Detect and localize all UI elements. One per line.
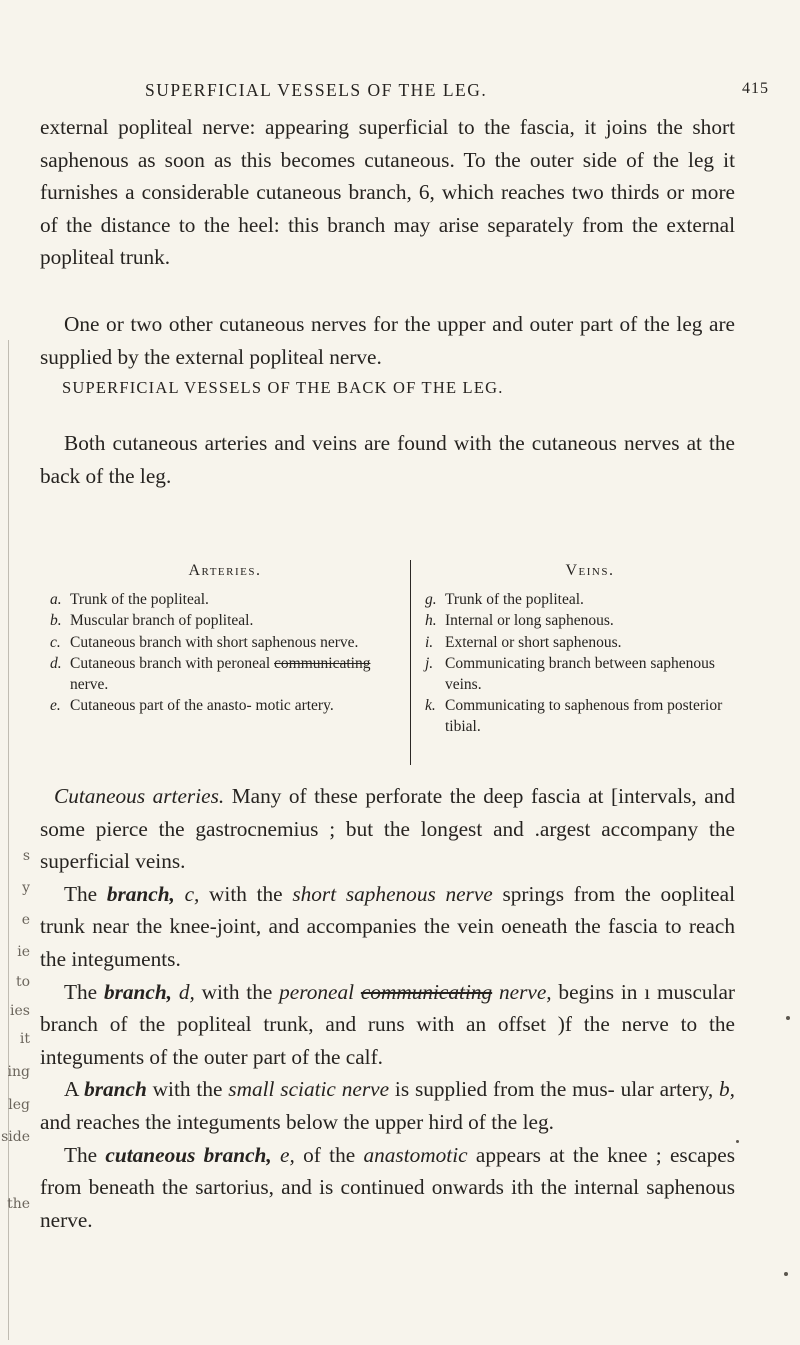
gutter-fragment: the (7, 1196, 30, 1212)
text-run: springs from the oopliteal trunk near the knee-joint, and accompanies the vein oeneath the fascia to reach the integuments. (40, 881, 736, 971)
figure-legend (40, 560, 750, 768)
running-header (0, 80, 800, 110)
gutter-fragment: it (19, 1031, 30, 1047)
legend-key: a. (50, 591, 62, 609)
legend-key: b. (50, 612, 62, 630)
term-letter: e, (271, 1142, 295, 1167)
gutter-fragment: side (1, 1129, 30, 1145)
term-branch: branch, (103, 979, 172, 1004)
term-nerve: short saphenous nerve (292, 881, 493, 906)
legend-text: Muscular branch of popliteal. (70, 612, 254, 630)
gutter-fragment: ies (10, 1003, 30, 1019)
legend-text: Cutaneous branch with short saphenous nerve. (70, 633, 359, 651)
legend-item (50, 653, 390, 695)
legend-key: h. (425, 612, 437, 630)
legend-key: c. (50, 633, 61, 651)
print-speck (786, 1016, 790, 1020)
text-run: with the (146, 1077, 229, 1102)
gutter-fragment: to (15, 974, 30, 990)
text-run: with the (199, 881, 293, 906)
legend-text: Cutaneous part of the anasto- motic artery. (70, 697, 334, 715)
legend-text: Trunk of the popliteal. (70, 591, 209, 609)
text-run: The (64, 979, 104, 1004)
legend-arteries (50, 560, 390, 716)
legend-veins (410, 560, 755, 765)
legend-key: i. (425, 633, 434, 651)
paragraph-text: external popliteal nerve: appearing superficial to the fascia, it joins the short saphenous as soon as this becomes cutaneous. To the outer side of the leg it furnishes a considerable cutaneous branch, 6, which reaches two thirds or more of the distance to the heel: this branch may arise separately from the external popliteal trunk. (40, 115, 735, 270)
term-nerve: nerve, (492, 979, 552, 1004)
legend-text: Communicating branch between saphenous veins. (445, 654, 715, 694)
paragraph-text: Many of these perforate the deep fascia at [intervals, and some pierce the gastrocnemius ; but the longest and .argest accompany the superficial veins. (40, 784, 735, 874)
term-nerve-struck: communicating (360, 979, 493, 1004)
paragraph-branch-small-sciatic (40, 1073, 735, 1138)
legend-key: e. (50, 697, 61, 715)
paragraph-cutaneous-arteries (40, 780, 735, 878)
paragraph-intro (40, 427, 735, 492)
gutter-fragment: y (22, 880, 30, 896)
legend-key: k. (425, 697, 436, 715)
gutter-fragment: ie (17, 944, 30, 960)
running-title: SUPERFICIAL VESSELS OF THE LEG. (145, 80, 488, 100)
text-run: with the (194, 979, 280, 1004)
term-nerve: small sciatic nerve (228, 1077, 390, 1102)
legend-item (425, 589, 755, 610)
term-branch: branch (84, 1077, 147, 1102)
legend-heading-arteries: Arteries. (188, 562, 262, 579)
gutter-fragment: leg (8, 1097, 30, 1113)
gutter-fragment: e (21, 912, 30, 928)
legend-item (425, 695, 755, 737)
legend-item (50, 632, 390, 653)
legend-item (425, 610, 755, 631)
legend-key: j. (425, 654, 434, 672)
text-run: The (64, 1142, 106, 1167)
legend-key: d. (50, 654, 62, 672)
legend-item (425, 653, 755, 695)
text-run: and reaches the integuments below the upper hird of the leg. (40, 1109, 554, 1134)
term-letter: b, (713, 1077, 736, 1102)
print-speck (736, 1140, 739, 1143)
paragraph-other-cutaneous (40, 308, 735, 373)
run-in-heading: Cutaneous arteries. (54, 784, 225, 808)
term-branch: branch, (106, 881, 175, 906)
legend-item (50, 610, 390, 631)
paragraph-branch-e (40, 1139, 735, 1237)
legend-text: External or short saphenous. (445, 633, 622, 651)
legend-text: nerve. (70, 676, 109, 694)
paragraph-text: Both cutaneous arteries and veins are found with the cutaneous nerves at the back of the leg. (40, 431, 735, 488)
legend-text: Cutaneous branch with peroneal (70, 654, 275, 672)
text-run: The (64, 881, 107, 906)
legend-key: g. (425, 591, 437, 609)
term-anastomotic: anastomotic (363, 1142, 468, 1167)
paragraph-branch-c (40, 878, 735, 976)
term-letter: d, (172, 979, 195, 1004)
gutter-fragment: s (22, 848, 30, 864)
text-run: A (64, 1077, 85, 1102)
text-run: is supplied from the mus- ular artery, (389, 1077, 714, 1102)
page-gutter-edge (8, 340, 9, 1340)
section-heading: SUPERFICIAL VESSELS OF THE BACK OF THE LEG. (62, 378, 504, 397)
paragraph-external-popliteal (40, 111, 735, 274)
paragraph-text: One or two other cutaneous nerves for the upper and outer part of the leg are supplied by the external popliteal nerve. (40, 312, 735, 369)
page-number: 415 (742, 80, 769, 97)
gutter-fragment: ing (7, 1064, 30, 1080)
legend-text: Communicating to saphenous from posterior tibial. (445, 697, 723, 736)
term-nerve: peroneal (279, 979, 361, 1004)
legend-heading-veins: Veins. (565, 562, 615, 579)
legend-item (50, 695, 390, 716)
legend-text: Internal or long saphenous. (445, 612, 614, 630)
legend-item (50, 589, 390, 610)
paragraph-branch-d (40, 976, 735, 1074)
term-letter: c, (174, 881, 200, 906)
legend-item (425, 632, 755, 653)
legend-text-struck: communicating (274, 654, 371, 672)
paragraphs-cutaneous-arteries (40, 780, 735, 1236)
print-speck (784, 1272, 788, 1276)
text-run: of the (294, 1142, 364, 1167)
legend-text: Trunk of the popliteal. (445, 591, 584, 609)
text-run: begins in ı muscular branch of the popliteal trunk, and runs with an offset )f the nerve to the integuments of the outer part of the calf. (40, 979, 736, 1069)
text-run: appears at the knee ; escapes from beneath the sartorius, and is continued onwards ith the internal saphenous nerve. (40, 1142, 735, 1232)
term-branch: cutaneous branch, (105, 1142, 272, 1167)
